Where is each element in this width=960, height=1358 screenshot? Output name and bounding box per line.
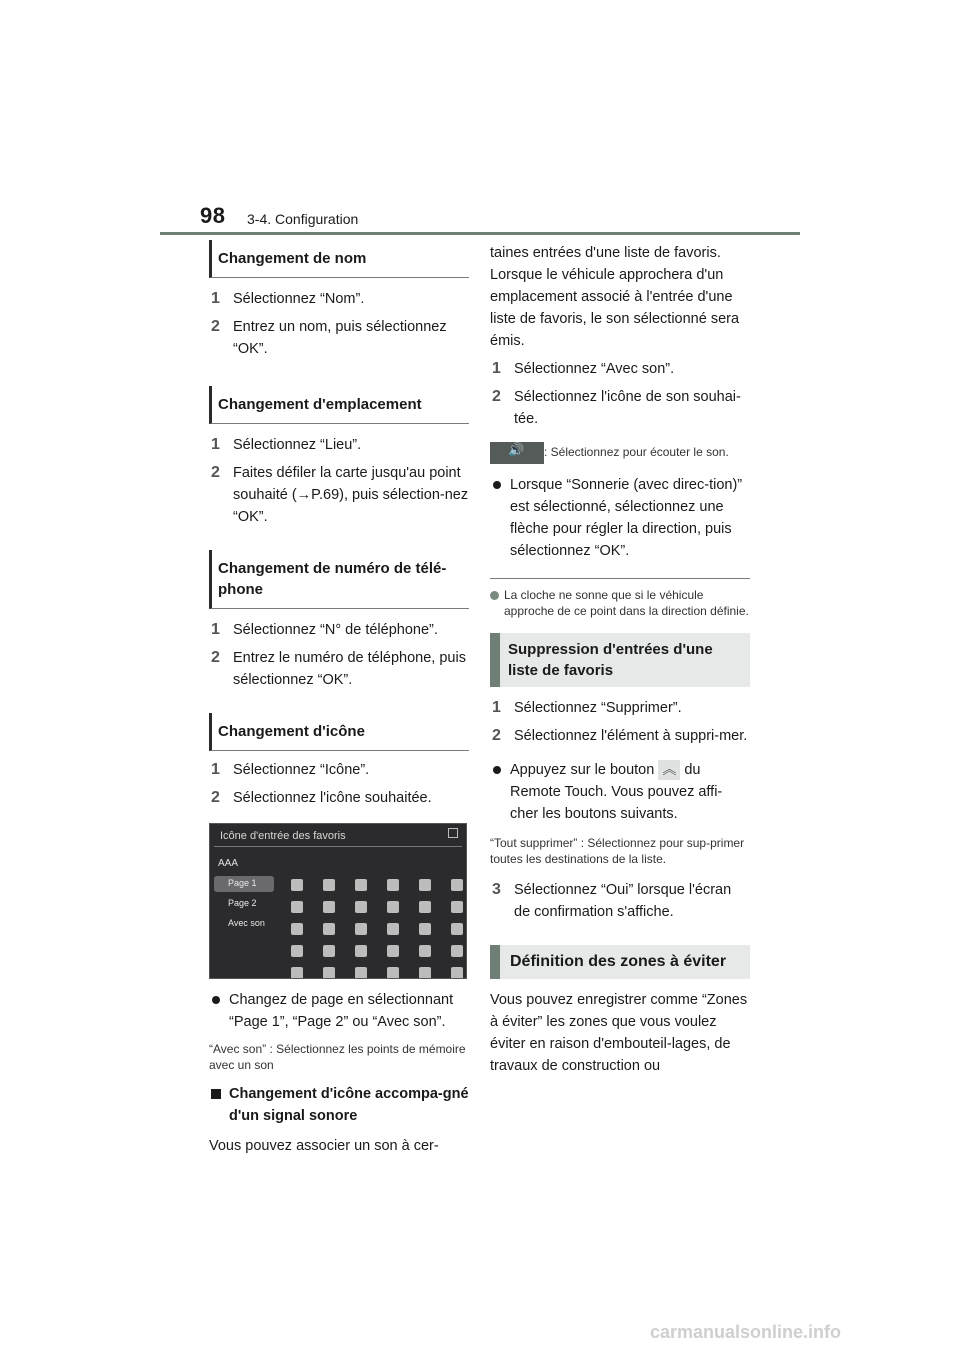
step-rename-2: 2 Entrez un nom, puis sélectionnez “OK”. [211, 318, 447, 357]
page-number: 98 [200, 203, 226, 228]
globe-icon[interactable] [387, 901, 399, 913]
car-icon[interactable] [291, 945, 303, 957]
right-column [490, 242, 750, 1077]
heading-location: Changement d'emplacement [209, 386, 469, 424]
left-column [209, 240, 469, 1157]
step-sound-1: 1 Sélectionnez “Avec son”. [492, 360, 675, 377]
close-icon[interactable] [448, 828, 458, 838]
star-icon[interactable] [291, 923, 303, 935]
heading-sound-icon: Changement d'icône accompa-gné d'un signal sonore [209, 1083, 469, 1127]
speaker-icon [490, 442, 544, 464]
pin-icon[interactable] [419, 923, 431, 935]
step-location-2: 2 Faites défiler la carte jusqu'au point souhaité (→P.69), puis sélection-nez “OK”. [211, 464, 469, 525]
ball-icon[interactable] [419, 901, 431, 913]
step-rename-1: 1 Sélectionnez “Nom”. [211, 290, 365, 307]
hotel-icon[interactable] [355, 967, 367, 979]
step-phone-2: 2 Entrez le numéro de téléphone, puis sélectionnez “OK”. [211, 649, 466, 688]
step-delete-3: 3 Sélectionnez “Oui” lorsque l'écran de confirmation s'affiche. [492, 881, 732, 920]
shop-icon[interactable] [419, 879, 431, 891]
heading-phone: Changement de numéro de télé-phone [209, 550, 469, 609]
screen-title: Icône d'entrée des favoris [220, 830, 346, 842]
book-icon[interactable] [323, 901, 335, 913]
step-phone-1: 1 Sélectionnez “N° de téléphone”. [211, 621, 438, 638]
step-delete-2: 2 Sélectionnez l'élément à suppri-mer. [492, 727, 748, 744]
section-label: 3-4. Configuration [247, 211, 359, 227]
tag-icon[interactable] [323, 945, 335, 957]
parking-icon[interactable] [387, 945, 399, 957]
circle-icon[interactable] [355, 901, 367, 913]
note-delete-all: “Tout supprimer” : Sélectionnez pour sup-primer toutes les destinations de la liste. [490, 836, 745, 866]
avoid-zones-text: Vous pouvez enregistrer comme “Zones à éviter” les zones que vous voulez éviter en raison d'embouteil-lages, de travaux de construction ou [490, 992, 748, 1074]
p-icon[interactable] [451, 945, 463, 957]
sound-intro-text: Vous pouvez associer un son à cer- [209, 1138, 439, 1154]
avec-son-button[interactable]: Avec son [228, 918, 265, 928]
heading-rename: Changement de nom [209, 240, 469, 278]
heading-delete-entries: Suppression d'entrées d'une liste de favoris [490, 633, 750, 687]
step-location-1: 1 Sélectionnez “Lieu”. [211, 436, 362, 453]
sound-continued-text: taines entrées d'une liste de favoris. Lorsque le véhicule approchera d'un emplacement associé à l'entrée d'une liste de favoris, le son sélectionné sera émis. [490, 245, 740, 349]
chevron-up-icon: ︽ [658, 760, 680, 780]
bullet-change-page: Changez de page en sélectionnant “Page 1”, “Page 2” ou “Avec son”. [209, 989, 469, 1033]
fuel-icon[interactable] [419, 945, 431, 957]
flag-icon[interactable] [291, 879, 303, 891]
bullet-direction: Lorsque “Sonnerie (avec direc-tion)” est sélectionné, sélectionnez une flèche pour régler la direction, puis sélectionnez “OK”. [490, 474, 750, 562]
info-dot-icon [490, 591, 499, 600]
boat-icon[interactable] [323, 967, 335, 979]
flag-icon[interactable] [451, 967, 463, 979]
step-icon-2: 2 Sélectionnez l'icône souhaitée. [211, 789, 432, 806]
cart-icon[interactable] [451, 923, 463, 935]
page1-button[interactable]: Page 1 [214, 876, 274, 892]
golf-icon[interactable] [355, 945, 367, 957]
heading-icon: Changement d'icône [209, 713, 469, 751]
page2-button[interactable]: Page 2 [228, 898, 257, 908]
plate-icon[interactable] [323, 923, 335, 935]
step-icon-1: 1 Sélectionnez “Icône”. [211, 761, 370, 778]
person-icon[interactable] [387, 967, 399, 979]
header-rule [160, 232, 800, 235]
heading-avoid-zones: Définition des zones à éviter [490, 945, 750, 979]
clinic-icon[interactable] [451, 901, 463, 913]
warning-note: La cloche ne sonne que si le véhicule approche de ce point dans la direction définie. [490, 578, 750, 619]
flag-icon[interactable] [291, 901, 303, 913]
car-icon[interactable] [387, 923, 399, 935]
bullet-remote-touch: Appuyez sur le bouton ︽ du Remote Touch. Vous pouvez affi-cher les boutons suivants. [490, 759, 750, 825]
favorites-icon-screen [209, 823, 467, 979]
factory-icon[interactable] [387, 879, 399, 891]
bag-icon[interactable] [419, 967, 431, 979]
step-delete-1: 1 Sélectionnez “Supprimer”. [492, 699, 682, 716]
icon-grid [282, 874, 467, 979]
bus-icon[interactable] [291, 967, 303, 979]
gift-icon[interactable] [323, 879, 335, 891]
watermark: carmanualsonline.info [650, 1322, 842, 1342]
step-sound-2: 2 Sélectionnez l'icône de son souhai-tée. [492, 388, 741, 427]
sound-button-note: 🔊: Sélectionnez pour écouter le son. [490, 442, 750, 464]
note-avec-son: “Avec son” : Sélectionnez les points de mémoire avec un son [209, 1042, 466, 1072]
screen-entry-name: AAA [218, 858, 239, 869]
tool-icon[interactable] [355, 923, 367, 935]
house-icon[interactable] [355, 879, 367, 891]
building-icon[interactable] [451, 879, 463, 891]
